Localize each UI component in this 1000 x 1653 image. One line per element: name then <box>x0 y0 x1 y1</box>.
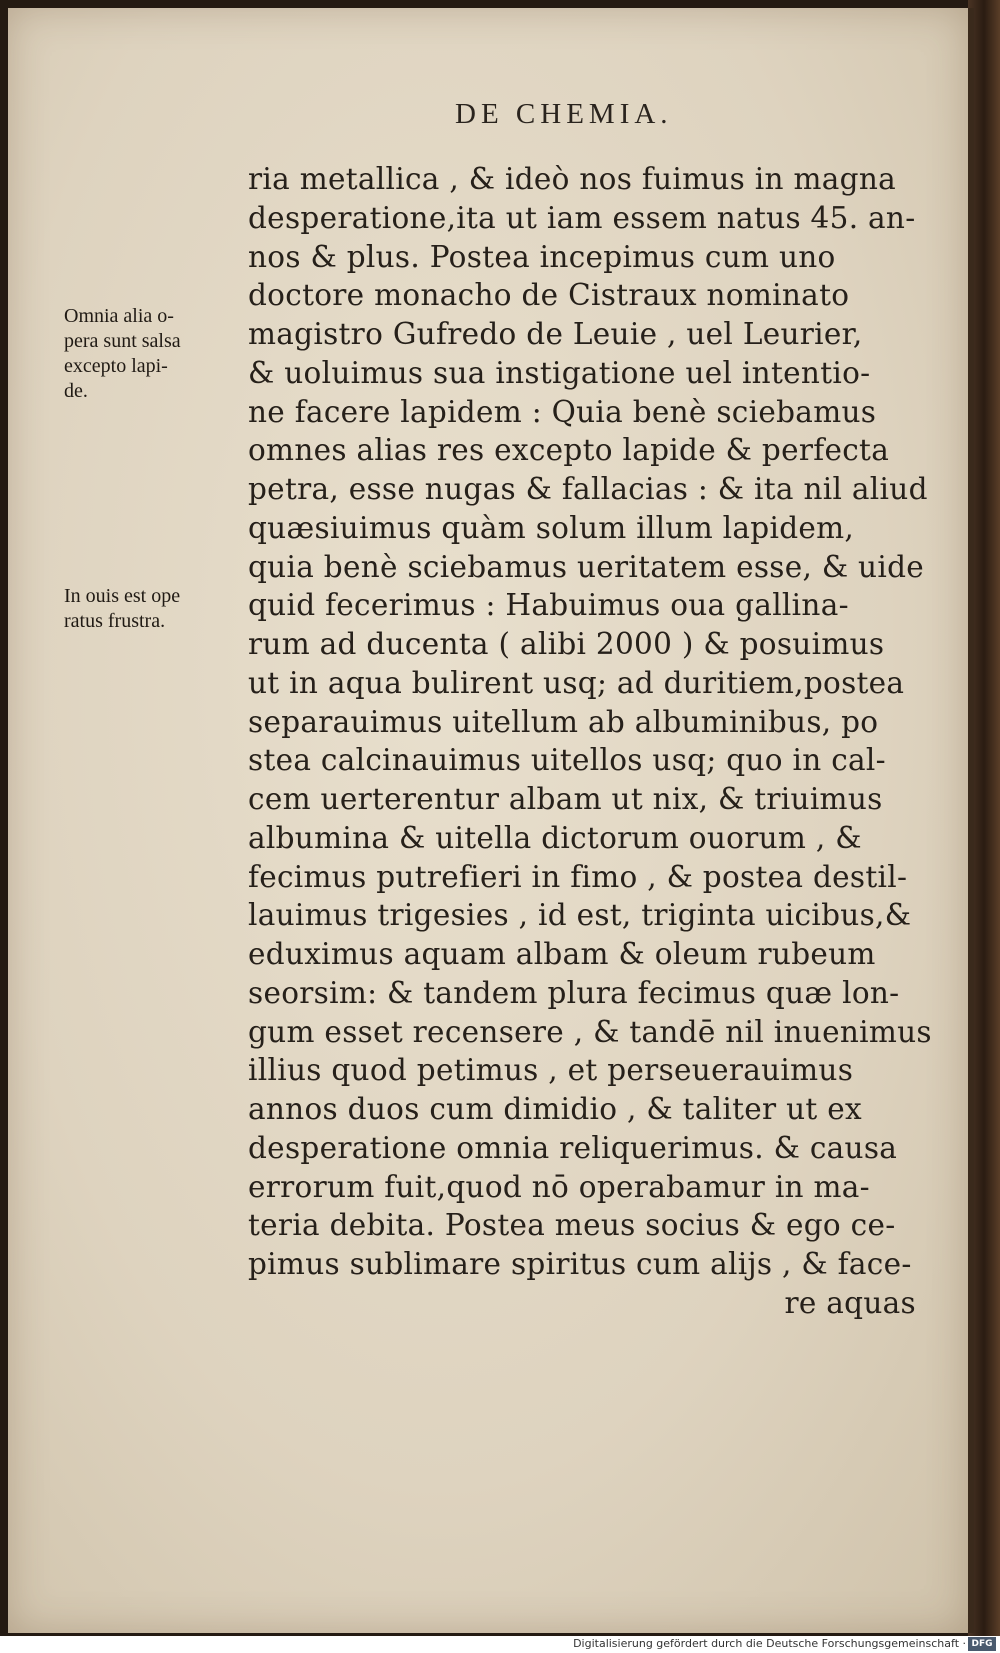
body-line: pimus sublimare spiritus cum alijs , & face- <box>248 1247 912 1281</box>
running-head: DE CHEMIA. <box>455 98 673 130</box>
marginal-line: de. <box>64 380 88 402</box>
body-line: cem uerterentur albam ut nix, & triuimus <box>248 782 883 816</box>
marginal-note <box>64 584 244 634</box>
body-line: seorsim: & tandem plura fecimus quæ lon- <box>248 975 900 1010</box>
body-line: ne facere lapidem : Quia benè sciebamus <box>248 394 877 429</box>
marginal-line: pera sunt salsa <box>64 330 181 352</box>
body-text <box>248 160 932 1323</box>
body-line: ut in aqua bulirent usq; ad duritiem,postea <box>248 665 905 700</box>
dfg-logo-icon[interactable]: DFG <box>968 1637 996 1651</box>
body-line: stea calcinauimus uitellos usq; quo in cal- <box>248 743 886 778</box>
body-line: gum esset recensere , & tandē nil inuenimus <box>248 1014 932 1049</box>
body-line: lauimus trigesies , id est, triginta uicibus,& <box>248 898 912 933</box>
body-line: annos duos cum dimidio , & taliter ut ex <box>248 1092 862 1126</box>
body-line: teria debita. Postea meus socius & ego ce- <box>248 1208 896 1243</box>
body-line: quia benè sciebamus ueritatem esse, & uide <box>248 549 925 584</box>
body-line: fecimus putrefieri in fimo , & postea destil- <box>248 859 908 894</box>
marginal-line: In ouis est ope <box>64 585 181 607</box>
body-line: magistro Gufredo de Leuie , uel Leurier, <box>248 317 863 351</box>
marginal-line: ratus frustra. <box>64 610 166 632</box>
body-line: separauimus uitellum ab albuminibus, po <box>248 704 879 739</box>
body-line: petra, esse nugas & fallacias : & ita nil aliud <box>248 472 928 506</box>
footer-credit: Digitalisierung gefördert durch die Deutsche Forschungsgemeinschaft · <box>573 1637 966 1650</box>
body-line: quæsiuimus quàm solum illum lapidem, <box>248 510 855 545</box>
body-line: quid fecerimus : Habuimus oua gallina- <box>248 588 849 623</box>
body-line: rum ad ducenta ( alibi 2000 ) & posuimus <box>248 627 885 661</box>
marginal-note <box>64 304 244 404</box>
body-line: ria metallica , & ideò nos fuimus in magna <box>248 162 897 196</box>
body-line: albumina & uitella dictorum ouorum , & <box>248 820 862 855</box>
body-line: errorum fuit,quod nō operabamur in ma- <box>248 1169 870 1204</box>
digitization-footer <box>0 1636 1000 1653</box>
body-line: omnes alias res excepto lapide & perfecta <box>248 433 890 468</box>
body-line: illius quod petimus , et perseuerauimus <box>248 1053 854 1088</box>
body-line: & uoluimus sua instigatione uel intentio- <box>248 355 871 390</box>
body-line: doctore monacho de Cistraux nominato <box>248 278 850 313</box>
body-line: nos & plus. Postea incepimus cum uno <box>248 239 836 274</box>
body-line: desperatione,ita ut iam essem natus 45. an- <box>248 200 916 235</box>
marginal-line: Omnia alia o- <box>64 305 174 327</box>
marginal-line: excepto lapi- <box>64 355 168 377</box>
body-line: eduximus aquam albam & oleum rubeum <box>248 937 876 971</box>
body-line: desperatione omnia reliquerimus. & causa <box>248 1130 898 1165</box>
catchword: re aquas <box>784 1285 916 1320</box>
